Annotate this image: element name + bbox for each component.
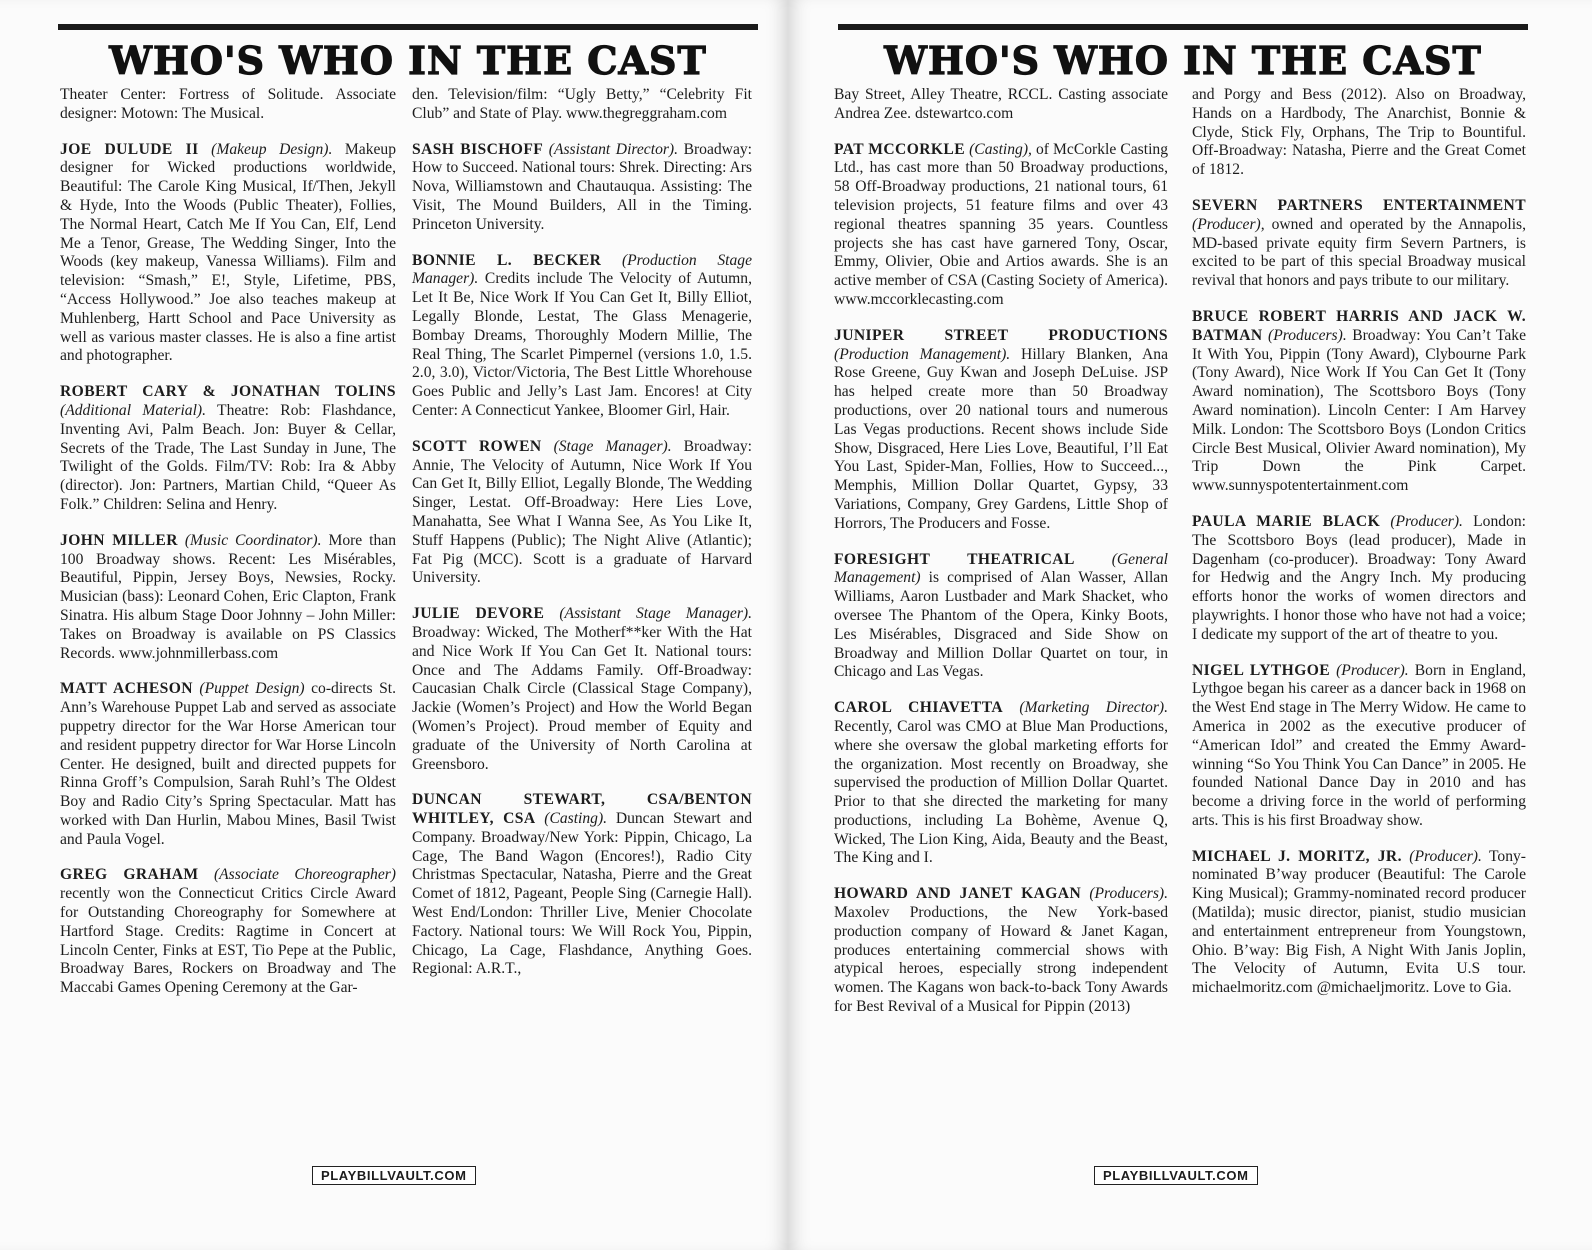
bio-entry (412, 605, 752, 774)
bio-text: Hillary Blanken, Ana Rose Greene, Guy Kwan and Joseph DeLuise. JSP has helped create more than 50 Broadway productions, over 20 national tours and numerous Las Vegas productions. Recent shows include Side Show, Disgraced, Here Lies Love, Beautiful, I’ll Eat You Last, Spider-Man, Follies, How to Succeed..., Memphis, Million Dollar Quartet, Gypsy, 33 Variations, Company, Grey Gardens, Little Shop of Horrors, The Producers and Fosse. (834, 345, 1168, 532)
bio-role: (Stage Manager). (553, 437, 672, 455)
bio-text: Theatre: Rob: Flashdance, Inventing Avi, Palm Beach. Jon: Buyer & Cellar, Secrets of the Trade, The Last Sunday in June, The Twilight of the Golds. Film/TV: Rob: Ira & Abby (director). Jon: Partners, Martian Child, “Queer As Folk.” Children: Selina and Henry. (60, 401, 397, 513)
bio-name: SASH BISCHOFF (412, 140, 544, 158)
continued-text: Theater Center: Fortress of Solitude. Associate designer: Motown: The Musical. (60, 86, 396, 122)
bio-name: JUNIPER STREET PRODUCTIONS (834, 326, 1168, 344)
bio-text: of McCorkle Casting Ltd., has cast more than 50 Broadway productions, 58 Off-Broadway productions, 21 national tours, 61 television projects, 51 feature films and over 43 regional theatres spanning 35 years. Countless projects she has cast have garnered Tony, Oscar, Emmy, Olivier, Obie and Artios awards. She is an active member of CSA (Casting Society of America). www.mccorklecasting.com (834, 140, 1168, 308)
bio-role: (Producer), (1192, 215, 1265, 233)
bio-entry (834, 327, 1168, 534)
bio-role: (Makeup Design). (211, 140, 333, 158)
bio-entry (60, 680, 396, 849)
bio-role: (Production Management). (834, 345, 1011, 363)
bio-role: (Producer). (1409, 847, 1482, 865)
bio-entry (1192, 197, 1526, 291)
top-rule (838, 24, 1528, 30)
page-title: WHO'S WHO IN THE CAST (884, 38, 1482, 83)
bio-text: Born in England, Lythgoe began his career as a dancer back in 1968 on the West End stage in The Merry Widow. He came to America in 2002 as the executive producer of “American Idol” and created the Emmy Award-winning “So You Think You Can Dance” in 2005. He founded National Dance Day in 2010 and has become a driving force in the world of performing arts. This is his first Broadway show. (1192, 661, 1526, 829)
bio-role: (Puppet Design) (199, 680, 305, 698)
bio-name: JOHN MILLER (60, 531, 178, 549)
bio-name: FORESIGHT THEATRICAL (834, 550, 1075, 568)
bio-text: Broadway: Annie, The Velocity of Autumn, Nice Work If You Can Get It, Billy Elliot, Legally Blonde, The Wedding Singer, Lestat. Off-Broadway: Here Lies Love, Manahatta, See What I Wanna See, As You Like It, Stuff Happens (Public); The Night Alive (Atlantic); Fat Pig (MCC). Scott is a graduate of Harvard University. (412, 437, 753, 587)
bio-text: Broadway: How to Succeed. National tours: Shrek. Directing: Ars Nova, Williamstown and Chautauqua. Assisting: The Visit, The Mound Builders, All in the Timing. Princeton University. (412, 140, 752, 233)
bio-text: Broadway: Wicked, The Motherf**ker With the Hat and Nice Work If You Can Get It. National tours: Once and The Addams Family. Off-Broadway: Caucasian Chalk Circle (Classical Stage Company), Jackie (Women’s Project) and How the World Began (Women’s Project). Proud member of Equity and graduate of the University of North Carolina at Greensboro. (412, 623, 752, 773)
bio-entry (834, 885, 1168, 1017)
bio-name: MATT ACHESON (60, 680, 193, 698)
bio-entry (60, 383, 396, 515)
left-page (0, 0, 788, 1250)
bio-entry (1192, 662, 1526, 831)
bio-role: (Additional Material). (60, 401, 207, 419)
bio-name: PAT MCCORKLE (834, 140, 966, 158)
bio-name: SCOTT ROWEN (412, 437, 542, 455)
bio-entry (1192, 848, 1526, 998)
column-1 (60, 86, 396, 1015)
bio-name: CAROL CHIAVETTA (834, 699, 1004, 717)
footer-badge: PLAYBILLVAULT.COM (1094, 1166, 1258, 1185)
bio-name: BONNIE L. BECKER (412, 251, 602, 269)
bio-entry (412, 438, 752, 588)
bio-name: JULIE DEVORE (412, 605, 545, 623)
bio-role: (General Management) (834, 550, 1168, 587)
bio-name: HOWARD AND JANET KAGAN (834, 885, 1082, 903)
bio-name: PAULA MARIE BLACK (1192, 512, 1381, 530)
bio-entry (60, 532, 396, 664)
bio-text: More than 100 Broadway shows. Recent: Les Misérables, Beautiful, Pippin, Jersey Boys, Newsies, Rocky. Musician (bass): Leonard Cohen, Eric Clapton, Frank Sinatra. His album Stage Door Johnny – John Miller: Takes on Broadway is available on PS Classics Records. www.johnmillerbass.com (60, 531, 396, 662)
bio-name: DUNCAN STEWART, CSA/BENTON WHITLEY, CSA (412, 791, 752, 828)
bio-role: (Associate Choreographer) (213, 866, 397, 884)
bio-name: JOE DULUDE II (60, 140, 199, 158)
bio-role: (Producer). (1336, 661, 1409, 679)
bio-entry (412, 252, 752, 421)
bio-text: Makeup designer for Wicked productions worldwide, Beautiful: The Carole King Musical, If/Then, Jekyll & Hyde, Into the Woods (Public Theater), Follies, The Normal Heart, Catch Me If You Can, Elf, Lend Me a Tenor, Grease, The Wedding Singer, Into the Woods (key makeup, Vanessa Williams). Film and television: “Smash,” E!, Style, Lifetime, PBS, “Access Hollywood.” Joe also teaches makeup at Muhlenberg, Hartt School and Pace University as well as various master classes. He is also a fine artist and photographer. (60, 140, 397, 365)
bio-text: Duncan Stewart and Company. Broadway/New York: Pippin, Chicago, La Cage, The Band Wagon (Encores!), Radio City Christmas Spectacular, Natasha, Pierre and the Great Comet of 1812, Pageant, People Sing (Carnegie Hall). West End/London: Thriller Live, Menier Chocolate Factory. National tours: We Will Rock You, Pippin, Chicago, La Cage, Flashdance, Anything Goes. Regional: A.R.T., (412, 810, 752, 978)
continued-text: den. Television/film: “Ugly Betty,” “Celebrity Fit Club” and State of Play. www.thegreggraham.com (412, 86, 752, 122)
bio-text: recently won the Connecticut Critics Circle Award for Outstanding Choreography for Somewhere at Hartford Stage. Credits: Ragtime in Concert at Lincoln Center, Finks at EST, Tio Pepe at the Public, Broadway Bares, Rockers on Broadway and The Maccabi Games Opening Ceremony at the Gar- (60, 885, 396, 997)
bio-text: owned and operated by the Annapolis, MD-based private equity firm Severn Partners, is excited to be part of this special Broadway musical revival that honors and pays tribute to our military. (1192, 215, 1526, 290)
bio-name: BRUCE ROBERT HARRIS AND JACK W. BATMAN (1192, 307, 1526, 344)
bio-role: (Producer). (1390, 512, 1463, 530)
bio-role: (Music Coordinator). (184, 531, 322, 549)
bio-text: London: The Scottsboro Boys (lead producer), Made in Dagenham (co-producer). Broadway: Tony Award for Hedwig and the Angry Inch. My producing efforts honor the works of women directors and playwrights. I honor those who have not had a voice; I dedicate my support of the art of theatre to you. (1192, 512, 1526, 643)
bio-text: Maxolev Productions, the New York-based production company of Howard & Janet Kagan, produces entertaining commercial shows with atypical heroes, especially strong independent women. The Kagans won back-to-back Tony Awards for Best Revival of a Musical for Pippin (2013) (834, 904, 1168, 1016)
bio-name: NIGEL LYTHGOE (1192, 661, 1331, 679)
bio-name: SEVERN PARTNERS ENTERTAINMENT (1192, 196, 1526, 214)
bio-text: co-directs St. Ann’s Warehouse Puppet Lab and served as associate puppetry director for the War Horse American tour and resident puppetry director for War Horse Lincoln Center. He designed, built and directed puppets for Rinna Groff’s Compulsion, Sarah Ruhl’s The Oldest Boy and Radio City’s Spring Spectacular. Matt has worked with Dan Hurlin, Mabou Mines, Basil Twist and Paula Vogel. (60, 680, 396, 848)
top-rule (58, 24, 758, 30)
bio-role: (Assistant Stage Manager). (559, 605, 752, 623)
bio-role: (Casting), (969, 140, 1032, 158)
bio-entry (412, 791, 752, 979)
bio-text: Broadway: You Can’t Take It With You, Pippin (Tony Award), Clybourne Park (Tony Award), Nice Work If You Can Get It (Tony Award nomination), The Scottsboro Boys (Tony Award nomination). Lincoln Center: I Am Harvey Milk. London: The Scottsboro Boys (London Critics Circle Best Musical, Olivier Award nomination), My Trip Down the Pink Carpet. www.sunnyspotentertainment.com (1192, 326, 1526, 495)
continued-text: Bay Street, Alley Theatre, RCCL. Casting associate Andrea Zee. dstewartco.com (834, 86, 1168, 122)
bio-entry (834, 141, 1168, 310)
footer-badge: PLAYBILLVAULT.COM (312, 1166, 476, 1185)
bio-entry (412, 141, 752, 235)
right-page (788, 0, 1592, 1250)
bio-entry (834, 551, 1168, 683)
column-1 (834, 86, 1168, 1034)
bio-role: (Producers). (1089, 885, 1168, 903)
bio-role: (Producers). (1268, 326, 1347, 344)
page-title: WHO'S WHO IN THE CAST (109, 38, 707, 83)
bio-text: Tony-nominated B’way producer (Beautiful: The Carole King Musical); Grammy-nominated record producer (Matilda); music director, pianist, studio musician and entertainment entrepreneur from Youngstown, Ohio. B’way: Big Fish, A Night With Janis Joplin, The Velocity of Autumn, Evita U.S tour. michaelmoritz.com @michaeljmoritz. Love to Gia. (1192, 847, 1526, 997)
bio-role: (Assistant Director). (548, 140, 679, 158)
bio-entry (60, 141, 396, 367)
bio-role: (Production Stage Manager). (412, 251, 752, 288)
bio-name: MICHAEL J. MORITZ, JR. (1192, 847, 1402, 865)
bio-entry (60, 866, 396, 998)
continued-text: and Porgy and Bess (2012). Also on Broadway, Hands on a Hardbody, The Anarchist, Bonnie & Clyde, Stick Fly, Orphans, The Trip to Bountiful. Off-Broadway: Natasha, Pierre and the Great Comet of 1812. (1192, 86, 1526, 179)
bio-text: Recently, Carol was CMO at Blue Man Productions, where she oversaw the global marketing efforts for the organization. Most recently on Broadway, she supervised the production of Million Dollar Quartet. Prior to that she directed the marketing for many productions, including La Bohème, Avenue Q, Wicked, The Lion King, Aida, Beauty and the Beast, The King and I. (834, 717, 1168, 867)
bio-name: GREG GRAHAM (60, 866, 199, 884)
bio-entry (1192, 513, 1526, 645)
bio-entry (1192, 308, 1526, 496)
bio-name: ROBERT CARY & JONATHAN TOLINS (60, 383, 396, 401)
bio-role: (Marketing Director). (1019, 699, 1168, 717)
bio-text: Credits include The Velocity of Autumn, Let It Be, Nice Work If You Can Get It, Billy Elliot, Legally Blonde, Lestat, The Glass Menagerie, Bombay Dreams, Thoroughly Modern Millie, The Real Thing, The Scarlet Pimpernel (versions 1.0, 1.5. 2.0, 3.0), Victor/Victoria, The Best Little Whorehouse Goes Public and Jelly’s Last Jam. Encores! at City Center: A Connecticut Yankee, Bloomer Girl, Hair. (412, 270, 752, 419)
column-2 (1192, 86, 1526, 1015)
bio-text: is comprised of Alan Wasser, Allan Williams, Aaron Lustbader and Mark Shacket, who oversee The Phantom of the Opera, Kinky Boots, Les Misérables, Disgraced and Side Show on Broadway and Million Dollar Quartet on tour, in Chicago and Las Vegas. (834, 569, 1168, 681)
bio-role: (Casting). (544, 810, 608, 828)
bio-entry (834, 699, 1168, 868)
column-2 (412, 86, 752, 996)
